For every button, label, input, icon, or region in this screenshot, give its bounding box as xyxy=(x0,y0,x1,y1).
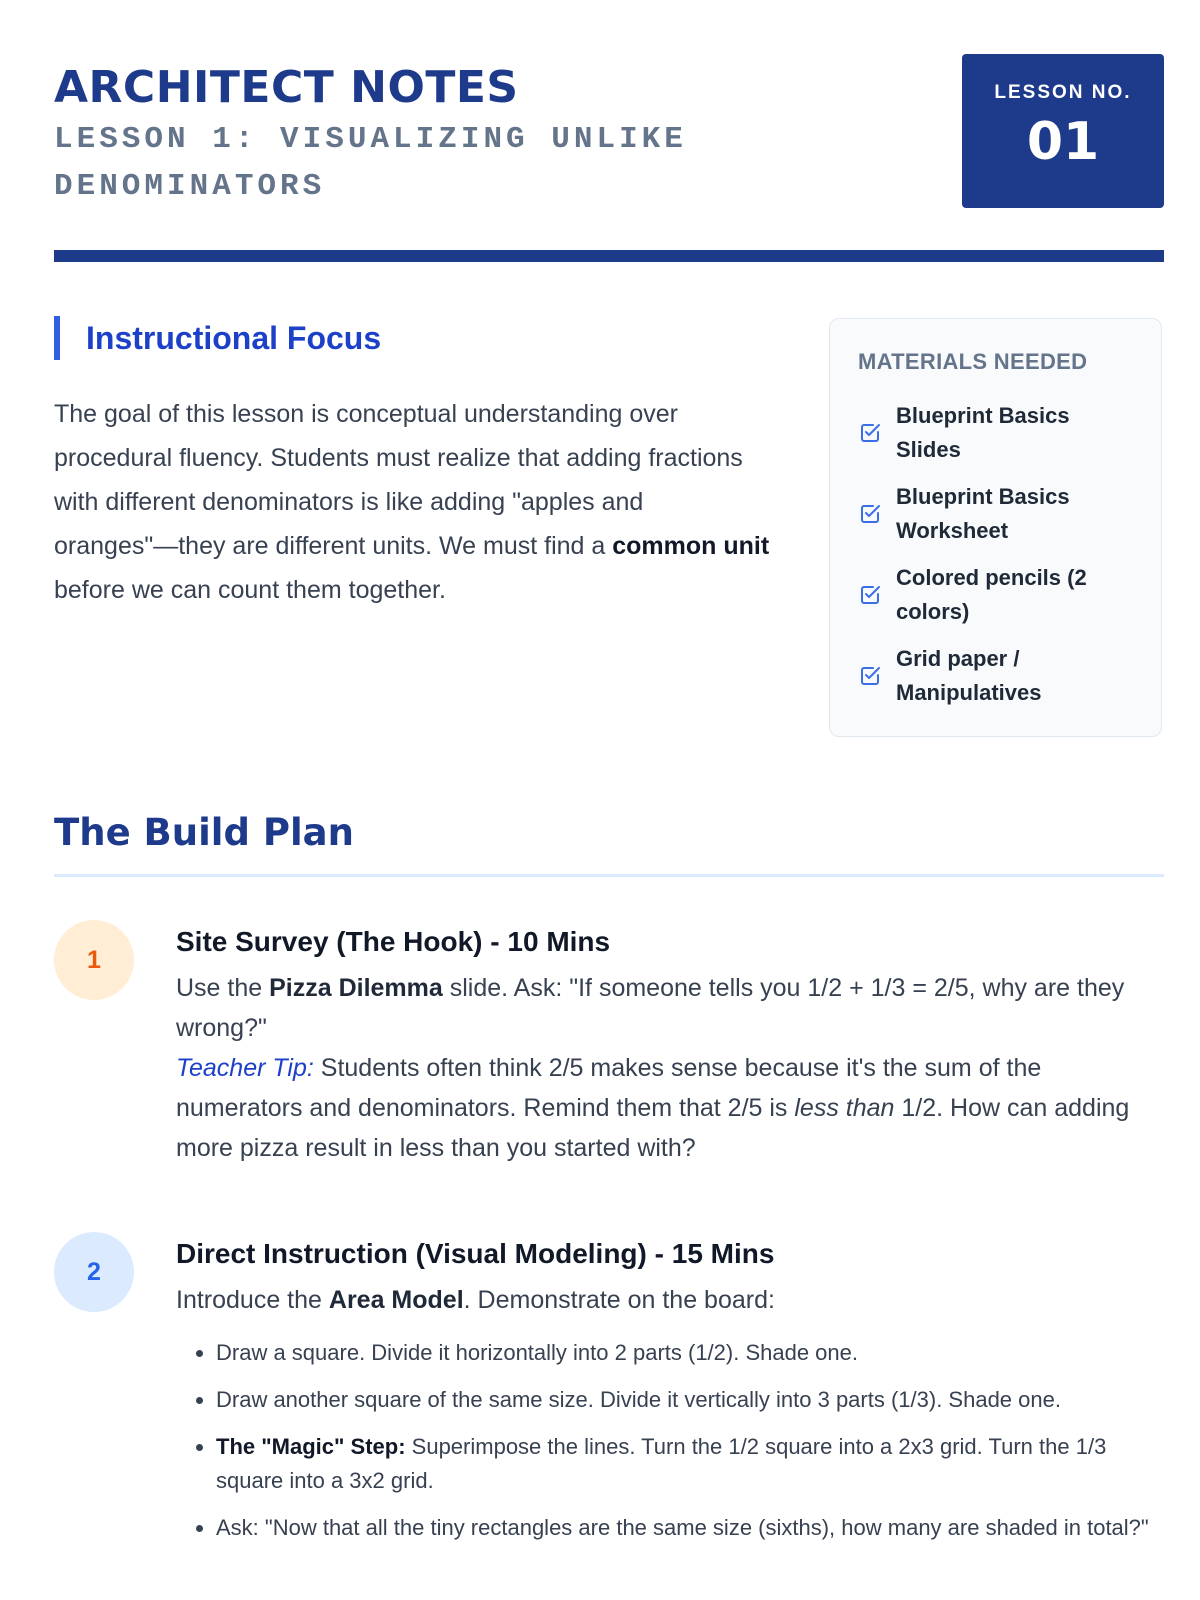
list-item-text: Draw another square of the same size. Divide it vertically into 3 parts (1/3). Shade one. xyxy=(216,1387,1061,1412)
lesson-subtitle: LESSON 1: VISUALIZING UNLIKE DENOMINATORS xyxy=(54,122,687,204)
materials-item-label: Colored pencils (2 colors) xyxy=(896,565,1087,624)
step-text: slide. Ask: "If someone tells you 1/2 + 1/3 = 2/5, why are they wrong?" xyxy=(176,974,1125,1042)
materials-item-label: Grid paper / Manipulatives xyxy=(896,646,1042,705)
step-title: Site Survey (The Hook) - 10 Mins xyxy=(176,926,611,957)
step-title: Direct Instruction (Visual Modeling) - 15 Mins xyxy=(176,1238,775,1269)
materials-item xyxy=(858,642,1148,723)
badge-label: LESSON NO. xyxy=(994,82,1132,103)
materials-card xyxy=(829,318,1162,737)
teacher-tip-text: 1/2. How can adding more pizza result in less than you started with? xyxy=(176,1094,1130,1162)
lesson-page xyxy=(54,0,1164,1600)
focus-paragraph xyxy=(54,392,774,612)
focus-text-end: before we can count them together. xyxy=(54,576,446,604)
list-item-text: Superimpose the lines. Turn the 1/2 square into a 2x3 grid. Turn the 1/3 square into a 3x2 grid. xyxy=(216,1434,1107,1493)
lesson-number-badge xyxy=(962,54,1164,208)
step-text: . Demonstrate on the board: xyxy=(463,1286,775,1314)
step-description xyxy=(176,1280,1164,1320)
instruction-list xyxy=(176,1336,1164,1545)
focus-text-start: The goal of this lesson is conceptual understanding over procedural fluency. Students must realize that adding fractions with different denominators is like adding "apples and oranges"—they are different units. We must find a xyxy=(54,400,743,560)
checkbox-checked-icon xyxy=(858,664,882,688)
list-item xyxy=(216,1336,1164,1370)
step-number-badge: 1 xyxy=(54,920,134,1000)
page-title: ARCHITECT NOTES xyxy=(54,62,519,113)
list-item-text: Draw a square. Divide it horizontally into 2 parts (1/2). Shade one. xyxy=(216,1340,858,1365)
materials-item xyxy=(858,480,1148,561)
step-text: Introduce the xyxy=(176,1286,329,1314)
checkbox-checked-icon xyxy=(858,421,882,445)
list-item xyxy=(216,1511,1164,1545)
header-divider xyxy=(54,250,1164,262)
materials-list xyxy=(858,399,1148,723)
build-plan-divider xyxy=(54,874,1164,877)
teacher-tip-emphasis: less than xyxy=(794,1094,895,1122)
materials-item-label: Blueprint Basics Worksheet xyxy=(896,484,1070,543)
step-text-bold: Area Model xyxy=(328,1286,464,1314)
materials-item xyxy=(858,561,1148,642)
step-text-bold: Pizza Dilemma xyxy=(269,974,443,1002)
step-number-badge: 2 xyxy=(54,1232,134,1312)
step-text: Use the xyxy=(176,974,270,1002)
list-item-bold: The "Magic" Step: xyxy=(216,1434,406,1459)
badge-number: 01 xyxy=(1026,112,1100,172)
teacher-tip xyxy=(176,1048,1164,1168)
step-1 xyxy=(176,922,1164,1168)
materials-item xyxy=(858,399,1148,480)
list-item xyxy=(216,1430,1164,1498)
focus-heading: Instructional Focus xyxy=(54,316,381,360)
step-description xyxy=(176,968,1164,1048)
checkbox-checked-icon xyxy=(858,583,882,607)
list-item-text: Ask: "Now that all the tiny rectangles are the same size (sixths), how many are shaded in total?" xyxy=(216,1515,1149,1540)
list-item xyxy=(216,1383,1164,1417)
materials-heading: MATERIALS NEEDED xyxy=(858,349,1088,374)
header xyxy=(54,50,1164,260)
build-plan-heading: The Build Plan xyxy=(54,811,354,854)
teacher-tip-label: Teacher Tip: xyxy=(176,1054,314,1082)
checkbox-checked-icon xyxy=(858,502,882,526)
teacher-tip-text: Students often think 2/5 makes sense because it's the sum of the numerators and denominators. Remind them that 2/5 is xyxy=(176,1054,1042,1122)
step-2 xyxy=(176,1234,1164,1558)
focus-text-bold: common unit xyxy=(612,532,770,560)
materials-item-label: Blueprint Basics Slides xyxy=(896,403,1070,462)
